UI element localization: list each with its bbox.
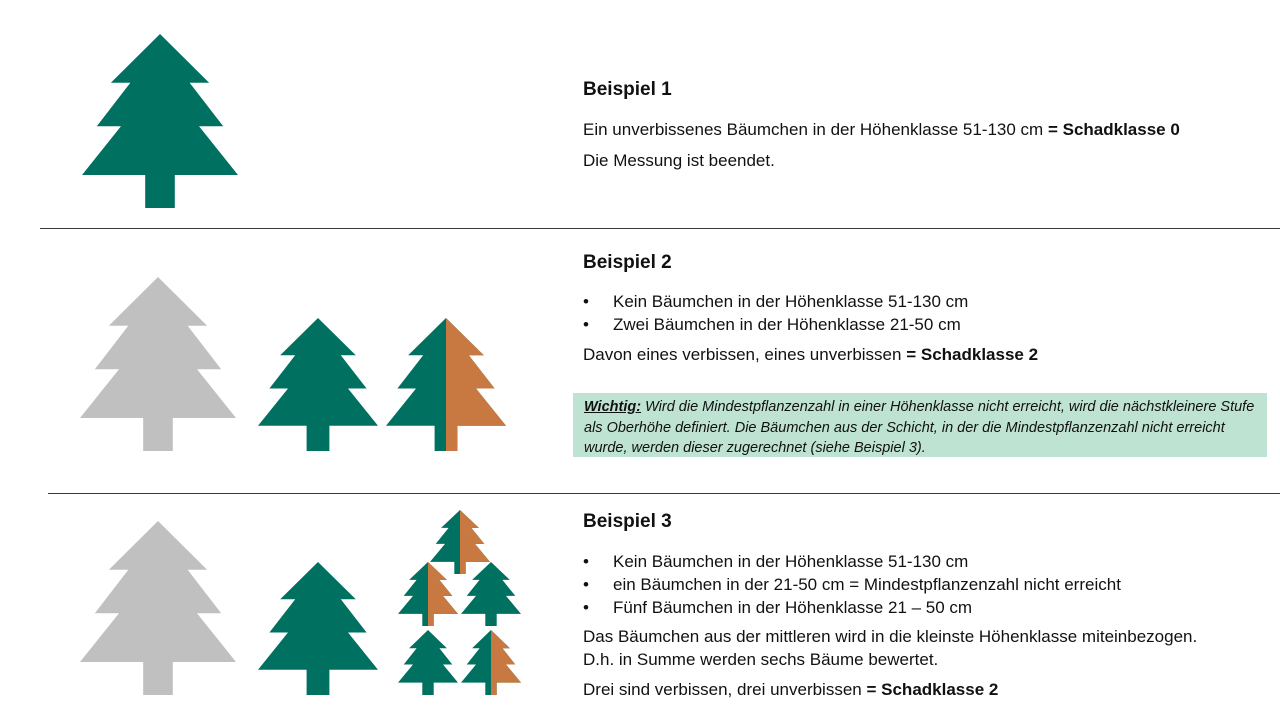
browsed-tree-icon: [386, 318, 506, 451]
example-3-bullet: • Fünf Bäumchen in der Höhenklasse 21 – 50 cm: [583, 596, 1121, 619]
example-2-summary-text: Davon eines verbissen, eines unverbissen: [583, 345, 902, 364]
unbrowsed-tree-icon: [398, 630, 458, 695]
example-3-damage-class: = Schadklasse 2: [866, 680, 999, 699]
browsed-tree-icon: [461, 630, 521, 695]
unbrowsed-tree-icon: [258, 562, 378, 695]
example-2-bullet: • Zwei Bäumchen in der Höhenklasse 21-50 cm: [583, 313, 968, 336]
example-3-bullet: • Kein Bäumchen in der Höhenklasse 51-130 cm: [583, 550, 1121, 573]
example-1-measurement-ended: Die Messung ist beendet.: [583, 151, 775, 170]
empty-height-class-tree-icon: [80, 277, 236, 451]
example-3-explanation: Das Bäumchen aus der mittleren wird in die kleinste Höhenklasse miteinbezogen.: [583, 627, 1198, 646]
example-3-bullet: • ein Bäumchen in der 21-50 cm = Mindestpflanzenzahl nicht erreicht: [583, 573, 1121, 596]
important-note-text: Wird die Mindestpflanzenzahl in einer Höhenklasse nicht erreicht, wird die nächstkleinere Stufe als Oberhöhe definiert. Die Bäumchen aus der Schicht, in der die Mindestpflanzenzahl nicht erreicht wurde, werden dieser zugerechnet (siehe Beispiel 3).: [584, 399, 1255, 456]
example-2-summary: [583, 343, 1038, 366]
browsed-tree-icon: [430, 510, 490, 574]
browsed-tree-icon: [398, 562, 458, 626]
example-1-damage-class: = Schadklasse 0: [1047, 120, 1180, 139]
important-note-box: [573, 393, 1267, 457]
empty-height-class-tree-icon: [80, 521, 236, 695]
example-2-bullet: • Kein Bäumchen in der Höhenklasse 51-130 cm: [583, 290, 968, 313]
unbrowsed-tree-icon: [461, 562, 521, 626]
example-2-title: Beispiel 2: [583, 252, 672, 273]
example-3-title: Beispiel 3: [583, 511, 672, 532]
example-3-total: D.h. in Summe werden sechs Bäume bewertet.: [583, 650, 939, 669]
unbrowsed-tree-icon: [82, 34, 238, 208]
example-2-bullet-list: [583, 290, 968, 336]
example-1-result-text: Ein unverbissenes Bäumchen in der Höhenklasse 51-130 cm: [583, 120, 1044, 139]
unbrowsed-tree-icon: [258, 318, 378, 451]
example-3-bullet-list: [583, 550, 1121, 619]
example-3-summary: [583, 678, 998, 701]
example-1-title: Beispiel 1: [583, 79, 672, 100]
example-1-result-line: [583, 118, 1180, 141]
example-2-damage-class: = Schadklasse 2: [906, 345, 1039, 364]
important-note-label: Wichtig:: [584, 399, 642, 415]
example-3-summary-text: Drei sind verbissen, drei unverbissen: [583, 680, 862, 699]
